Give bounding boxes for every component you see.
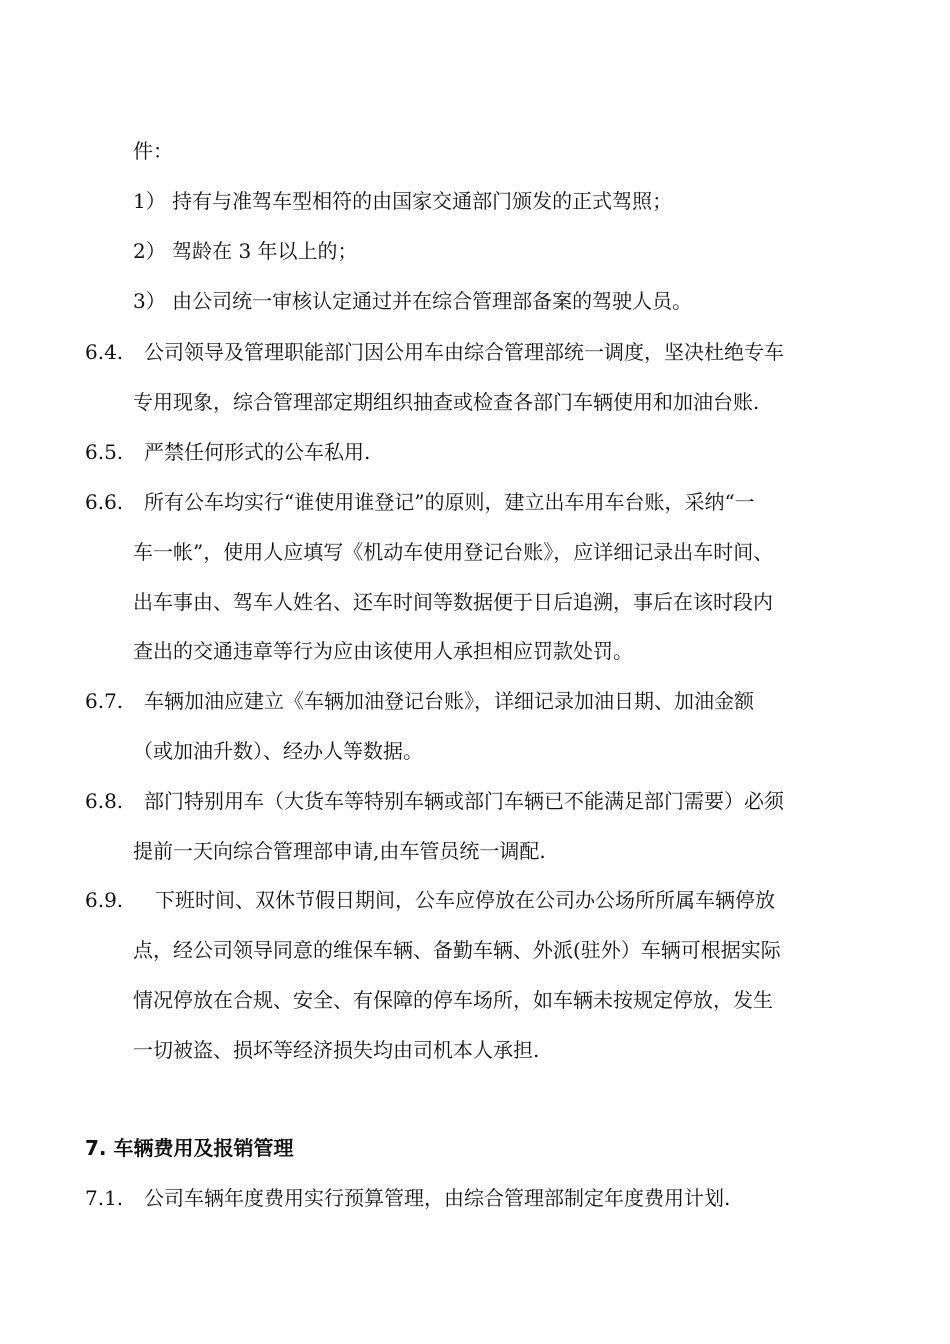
line-text: 出车事由、驾车人姓名、还车时间等数据便于日后追溯，事后在该时段内	[133, 590, 773, 614]
clause-number: 7.1.	[85, 1186, 124, 1210]
clause-number: 6.6.	[85, 490, 124, 514]
line-text: 部门特别用车（大货车等特别车辆或部门车辆已不能满足部门需要）必须	[144, 789, 784, 813]
line-text: 下班时间、双休节假日期间，公车应停放在公司办公场所所属车辆停放	[155, 888, 775, 912]
line-text: 1） 持有与准驾车型相符的由国家交通部门颁发的正式驾照；	[133, 189, 673, 213]
line-text: 公司领导及管理职能部门因公用车由综合管理部统一调度，坚决杜绝专车	[144, 340, 784, 364]
line-text: 提前一天向综合管理部申请,由车管员统一调配.	[133, 839, 546, 863]
clause-number: 6.8.	[85, 789, 124, 813]
line-text: 所有公车均实行“谁使用谁登记”的原则，建立出车用车台账，采纳“一	[144, 490, 755, 514]
clause-number: 6.9.	[85, 888, 124, 912]
line-text: 严禁任何形式的公车私用.	[144, 440, 371, 464]
line-text: 车一帐”，使用人应填写《机动车使用登记台账》，应详细记录出车时间、	[133, 540, 774, 564]
line-text: 2） 驾龄在 3 年以上的；	[133, 239, 358, 263]
line-text: （或加油升数）、经办人等数据。	[133, 739, 423, 763]
line-text: 查出的交通违章等行为应由该使用人承担相应罚款处罚。	[133, 639, 633, 663]
line-text: 件：	[133, 139, 173, 163]
clause-number: 6.7.	[85, 689, 124, 713]
line-text: 情况停放在合规、安全、有保障的停车场所，如车辆未按规定停放，发生	[133, 988, 773, 1012]
line-text: 专用现象，综合管理部定期组织抽查或检查各部门车辆使用和加油台账.	[133, 390, 760, 414]
line-text: 公司车辆年度费用实行预算管理，由综合管理部制定年度费用计划.	[144, 1186, 731, 1210]
clause-number: 6.4.	[85, 340, 124, 364]
line-text: 点，经公司领导同意的维保车辆、备勤车辆、外派(驻外）车辆可根据实际	[133, 938, 781, 962]
clause-number: 6.5.	[85, 440, 124, 464]
line-text: 3） 由公司统一审核认定通过并在综合管理部备案的驾驶人员。	[133, 289, 693, 313]
section-heading-text: 7. 车辆费用及报销管理	[85, 1136, 294, 1160]
line-text: 车辆加油应建立《车辆加油登记台账》，详细记录加油日期、加油金额	[144, 689, 754, 713]
line-text: 一切被盗、损坏等经济损失均由司机本人承担.	[133, 1038, 540, 1062]
